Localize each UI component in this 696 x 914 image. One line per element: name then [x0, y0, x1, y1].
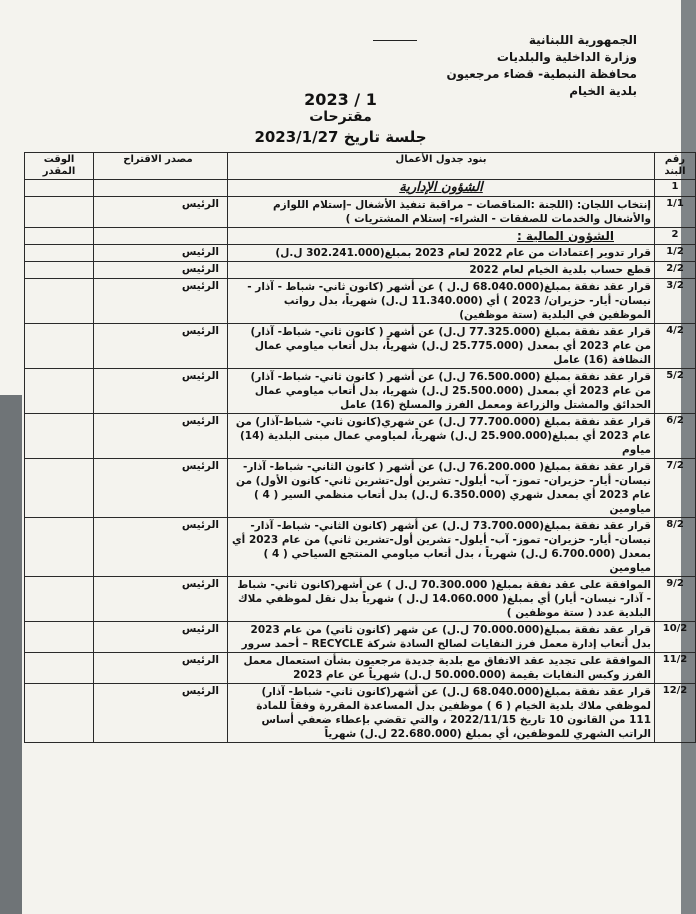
- agenda-item-time: [25, 369, 94, 414]
- agenda-item-number: 11/2: [655, 653, 696, 684]
- agenda-item-source: [94, 228, 228, 245]
- agenda-item-time: [25, 324, 94, 369]
- letterhead-governorate: محافظة النبطية- قضاء مرجعيون: [446, 67, 637, 81]
- agenda-item-text: قرار عقد نفقة بمبلغ(68.040.000 ل.ل) عن أشهر(كانون ثاني- شباط- آذار) لموظفي ملاك بلدية الخيام ( 6 ) موظفين بدل المساعدة المقررة وفقاً للمادة 111 من القانون 10 تاريخ 2022/11/15 ، والتي تقضي بإعطاء ضعفي أساس الراتب الشهري للموظفين، أي بمبلغ (22.680.000 ل.ل) شهرياً: [228, 684, 655, 743]
- agenda-item-text: الشؤون المالية :: [228, 228, 655, 245]
- agenda-item-source: الرئيس: [94, 245, 228, 262]
- agenda-item-time: [25, 518, 94, 577]
- agenda-header-row: [25, 153, 696, 180]
- agenda-item-number: 1: [655, 180, 696, 197]
- agenda-item-number: 2: [655, 228, 696, 245]
- agenda-item-text: قرار عقد نفقة بمبلغ(68.040.000 ل.ل ) عن أشهر (كانون ثاني- شباط - آذار - نيسان- أيار- حزيران/ 2023 ) أي (11.340.000 ل.ل) شهرياً، بدل رواتب الموظفين في البلدية (ستة موظفين): [228, 279, 655, 324]
- session-date: جلسة تاريخ 2023/1/27: [254, 128, 427, 146]
- agenda-item-number: 12/2: [655, 684, 696, 743]
- agenda-item-source: الرئيس: [94, 262, 228, 279]
- agenda-item-source: الرئيس: [94, 459, 228, 518]
- agenda-row: [25, 279, 696, 324]
- agenda-item-text: قرار عقد نفقة بمبلغ( 76.200.000 ل.ل) عن أشهر ( كانون الثاني- شباط- آذار- نيسان- أيار- حزيران- تموز- آب- أيلول- تشرين أول-تشرين ثاني- كانون الأول) من عام 2023 أي بمعدل شهري (6.350.000 ل.ل) بدل أتعاب منظمي السير ( 4 ) مياومين: [228, 459, 655, 518]
- agenda-item-text: الموافقة على عقد نفقة بمبلغ( 70.300.000 ل.ل ) عن أشهر(كانون ثاني- شباط - آذار- نيسان- أيار) أي بمبلغ( 14.060.000 ل.ل ) شهرياً بدل نقل لموظفي ملاك البلدية عدد ( ستة موظفين ): [228, 577, 655, 622]
- agenda-item-number: 1/1: [655, 197, 696, 228]
- agenda-item-text: الموافقة على تجديد عقد الاتفاق مع بلدية جديدة مرجعيون بشأن استعمال معمل الفرز وكبس النفايات بقيمة (50.000.000 ل.ل) شهرياً عن عام 2023: [228, 653, 655, 684]
- agenda-item-source: الرئيس: [94, 324, 228, 369]
- letterhead-ministry: وزارة الداخلية والبلديات: [496, 50, 637, 64]
- agenda-item-number: 2/2: [655, 262, 696, 279]
- agenda-row: [25, 245, 696, 262]
- letterhead-municipality: بلدية الخيام: [569, 84, 637, 98]
- agenda-item-text: قرار عقد نفقة بمبلغ(73.700.000 ل.ل) عن أشهر (كانون الثاني- شباط- آذار- نيسان- أيار- حزيران- تموز- آب- أيلول- تشرين أول-تشرين ثاني) من عام 2023 أي بمعدل (6.700.000 ل.ل) شهرياً ، بدل أتعاب مياومي المنتجع السياحي ( 4 ) مياومين: [228, 518, 655, 577]
- agenda-item-source: الرئيس: [94, 279, 228, 324]
- agenda-item-time: [25, 459, 94, 518]
- agenda-item-text: قرار عقد نفقة بمبلغ (77.700.000 ل.ل) عن شهري(كانون ثاني- شباط-آذار) من عام 2023 أي بمبلغ(25.900.000 ل.ل) شهرياً، لمياومي عمال مبنى البلدية (14) مياوم: [228, 414, 655, 459]
- agenda-item-time: [25, 577, 94, 622]
- agenda-item-time: [25, 279, 94, 324]
- agenda-item-number: 10/2: [655, 622, 696, 653]
- agenda-row: [25, 414, 696, 459]
- agenda-row: [25, 459, 696, 518]
- agenda-table: [24, 152, 696, 743]
- agenda-row: [25, 180, 696, 197]
- agenda-body: [25, 180, 696, 743]
- agenda-item-text: قرار عقد نفقة بمبلغ (77.325.000 ل.ل) عن أشهر ( كانون ثاني- شباط- آذار) من عام 2023 أي بمعدل (25.775.000 ل.ل) شهرياً، بدل أتعاب مياومي عمال النظافة (16) عامل: [228, 324, 655, 369]
- agenda-item-number: 4/2: [655, 324, 696, 369]
- agenda-item-source: الرئيس: [94, 684, 228, 743]
- agenda-item-number: 7/2: [655, 459, 696, 518]
- agenda-item-source: الرئيس: [94, 369, 228, 414]
- agenda-row: [25, 622, 696, 653]
- letterhead-republic: الجمهورية اللبنانية: [528, 33, 637, 47]
- letterhead-rule: [373, 40, 417, 41]
- agenda-row: [25, 518, 696, 577]
- agenda-row: [25, 577, 696, 622]
- agenda-item-number: 8/2: [655, 518, 696, 577]
- agenda-item-source: [94, 180, 228, 197]
- agenda-item-source: الرئيس: [94, 577, 228, 622]
- agenda-row: [25, 324, 696, 369]
- agenda-item-text: إنتخاب اللجان: (اللجنة :المناقصات – مراقبة تنفيذ الأشغال –إستلام اللوازم والأشغال والخدمات للصفقات - الشراء- إستلام المشتريات ): [228, 197, 655, 228]
- agenda-item-time: [25, 684, 94, 743]
- agenda-item-number: 6/2: [655, 414, 696, 459]
- agenda-item-text: قطع حساب بلدية الخيام لعام 2022: [228, 262, 655, 279]
- document-number: 1 / 2023: [304, 90, 377, 109]
- agenda-item-text: قرار تدوير إعتمادات من عام 2022 لعام 2023 بمبلغ(302.241.000 ل.ل): [228, 245, 655, 262]
- header-item-number: رقم البند: [655, 153, 696, 180]
- agenda-item-time: [25, 414, 94, 459]
- agenda-row: [25, 684, 696, 743]
- document-type: مقترحات: [309, 109, 372, 125]
- agenda-row: [25, 197, 696, 228]
- agenda-item-time: [25, 622, 94, 653]
- agenda-item-source: الرئيس: [94, 653, 228, 684]
- agenda-item-time: [25, 197, 94, 228]
- agenda-item-time: [25, 653, 94, 684]
- agenda-row: [25, 369, 696, 414]
- scan-background-edge: [0, 395, 22, 914]
- header-agenda: بنود جدول الأعمال: [228, 153, 655, 180]
- agenda-item-number: 9/2: [655, 577, 696, 622]
- header-estimated-time: الوقت المقدر: [25, 153, 94, 180]
- agenda-row: [25, 262, 696, 279]
- agenda-item-time: [25, 228, 94, 245]
- agenda-item-number: 5/2: [655, 369, 696, 414]
- agenda-item-time: [25, 262, 94, 279]
- agenda-item-text: قرار عقد نفقة بمبلغ (76.500.000 ل.ل) عن أشهر ( كانون ثاني- شباط- آذار) من عام 2023 أي بمعدل (25.500.000 ل.ل) شهريا، بدل أتعاب مياومي عمال الحدائق والمشتل والزراعة ومعمل الفرز والمسلخ (16) عامل: [228, 369, 655, 414]
- agenda-item-number: 1/2: [655, 245, 696, 262]
- agenda-item-source: الرئيس: [94, 197, 228, 228]
- agenda-row: [25, 653, 696, 684]
- agenda-item-number: 3/2: [655, 279, 696, 324]
- agenda-item-text: قرار عقد نفقة بمبلغ(70.000.000 ل.ل) عن شهر (كانون ثاني) من عام 2023 بدل أتعاب إدارة معمل فرز النفايات لصالح السادة شركة RECYCLE – أحمد سرور: [228, 622, 655, 653]
- header-source: مصدر الاقتراح: [94, 153, 228, 180]
- agenda-item-time: [25, 180, 94, 197]
- agenda-item-source: الرئيس: [94, 414, 228, 459]
- agenda-row: [25, 228, 696, 245]
- agenda-item-time: [25, 245, 94, 262]
- agenda-item-source: الرئيس: [94, 518, 228, 577]
- agenda-item-source: الرئيس: [94, 622, 228, 653]
- agenda-item-text: الشؤون الإدارية: [228, 180, 655, 197]
